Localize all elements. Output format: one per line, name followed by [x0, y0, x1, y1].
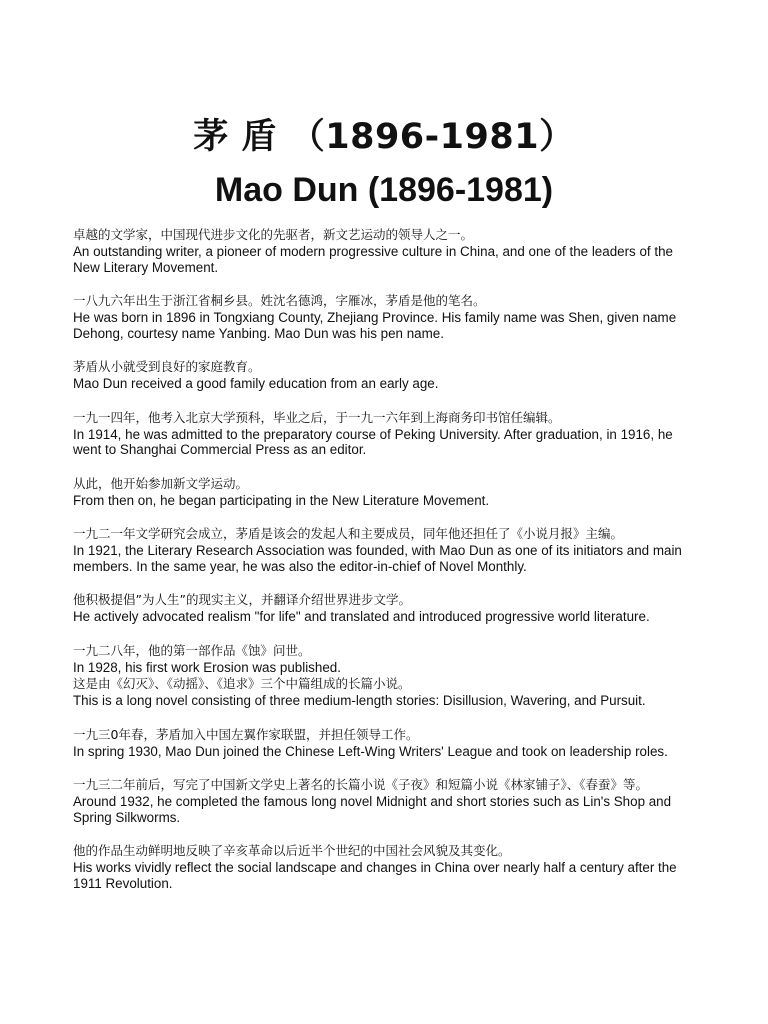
- paragraph: [73, 358, 703, 392]
- paragraph-chinese: 他的作品生动鲜明地反映了辛亥革命以后近半个世纪的中国社会风貌及其变化。: [73, 843, 511, 858]
- paragraph-english: In spring 1930, Mao Dun joined the Chinese Left-Wing Writers' League and took on leadership roles.: [73, 743, 668, 759]
- paragraph: [73, 642, 703, 709]
- paragraph-chinese: 一八九六年出生于浙江省桐乡县。姓沈名德鸿，字雁冰，茅盾是他的笔名。: [73, 293, 486, 308]
- paragraph-chinese: 茅盾从小就受到良好的家庭教育。: [73, 359, 261, 374]
- paragraph-english: His works vividly reflect the social landscape and changes in China over nearly half a century after the 1911 Revolution.: [73, 860, 677, 891]
- paragraph-chinese: 一九二八年，他的第一部作品《蚀》问世。: [73, 642, 311, 658]
- paragraph-english: From then on, he began participating in the New Literature Movement.: [73, 492, 490, 508]
- paragraph-chinese: 一九一四年，他考入北京大学预科，毕业之后，于一九一六年到上海商务印书馆任编辑。: [73, 409, 561, 425]
- paragraph-english: In 1914, he was admitted to the preparatory course of Peking University. After graduation, in 1916, he went to Shanghai Commercial Press as an editor.: [73, 426, 673, 457]
- paragraph-english: In 1921, the Literary Research Association was founded, with Mao Dun as one of its initiators and main members. In the same year, he was also the editor-in-chief of Novel Monthly.: [73, 543, 682, 574]
- paragraph: [73, 475, 703, 509]
- paragraph: [73, 226, 703, 275]
- paragraph-english: Around 1932, he completed the famous long novel Midnight and short stories such as Lin's Shop and Spring Silkworms.: [73, 794, 672, 825]
- paragraph-english: Mao Dun received a good family education from an early age.: [73, 376, 439, 391]
- paragraph-chinese: 一九三二年前后，写完了中国新文学史上著名的长篇小说《子夜》和短篇小说《林家铺子》、《春蚕》等。: [73, 777, 649, 792]
- paragraph-english: An outstanding writer, a pioneer of modern progressive culture in China, and one of the leaders of the New Literary Movement.: [73, 244, 673, 275]
- document-body: [73, 226, 703, 908]
- paragraph: [73, 842, 703, 891]
- paragraph: [73, 525, 703, 574]
- paragraph-chinese: 一九三0年春，茅盾加入中国左翼作家联盟，并担任领导工作。: [73, 726, 419, 742]
- paragraph: [73, 292, 703, 341]
- paragraph-english: This is a long novel consisting of three medium-length stories: Disillusion, Wavering, and Pursuit.: [73, 693, 646, 708]
- paragraph-english: In 1928, his first work Erosion was published.: [73, 659, 341, 675]
- title-chinese: 茅 盾 （1896-1981）: [193, 117, 575, 157]
- paragraph-chinese: 卓越的文学家，中国现代进步文化的先驱者，新文艺运动的领导人之一。: [73, 227, 474, 242]
- paragraph-chinese: 从此，他开始参加新文学运动。: [73, 475, 249, 491]
- paragraph: [73, 726, 703, 760]
- paragraph-chinese: 这是由《幻灭》、《动摇》、《追求》三个中篇组成的长篇小说。: [73, 676, 411, 691]
- paragraph: [73, 409, 703, 458]
- paragraph: [73, 776, 703, 825]
- paragraph-chinese: 他积极提倡”为人生”的现实主义，并翻译介绍世界进步文学。: [73, 592, 411, 607]
- paragraph-english: He was born in 1896 in Tongxiang County, Zhejiang Province. His family name was Shen, given name Dehong, courtesy name Yanbing. Mao Dun was his pen name.: [73, 310, 677, 341]
- paragraph-english: He actively advocated realism "for life" and translated and introduced progressive world literature.: [73, 609, 650, 624]
- title-english: Mao Dun (1896-1981): [214, 171, 554, 209]
- paragraph: [73, 591, 703, 625]
- paragraph-chinese: 一九二一年文学研究会成立，茅盾是该会的发起人和主要成员，同年他还担任了《小说月报》主编。: [73, 526, 624, 541]
